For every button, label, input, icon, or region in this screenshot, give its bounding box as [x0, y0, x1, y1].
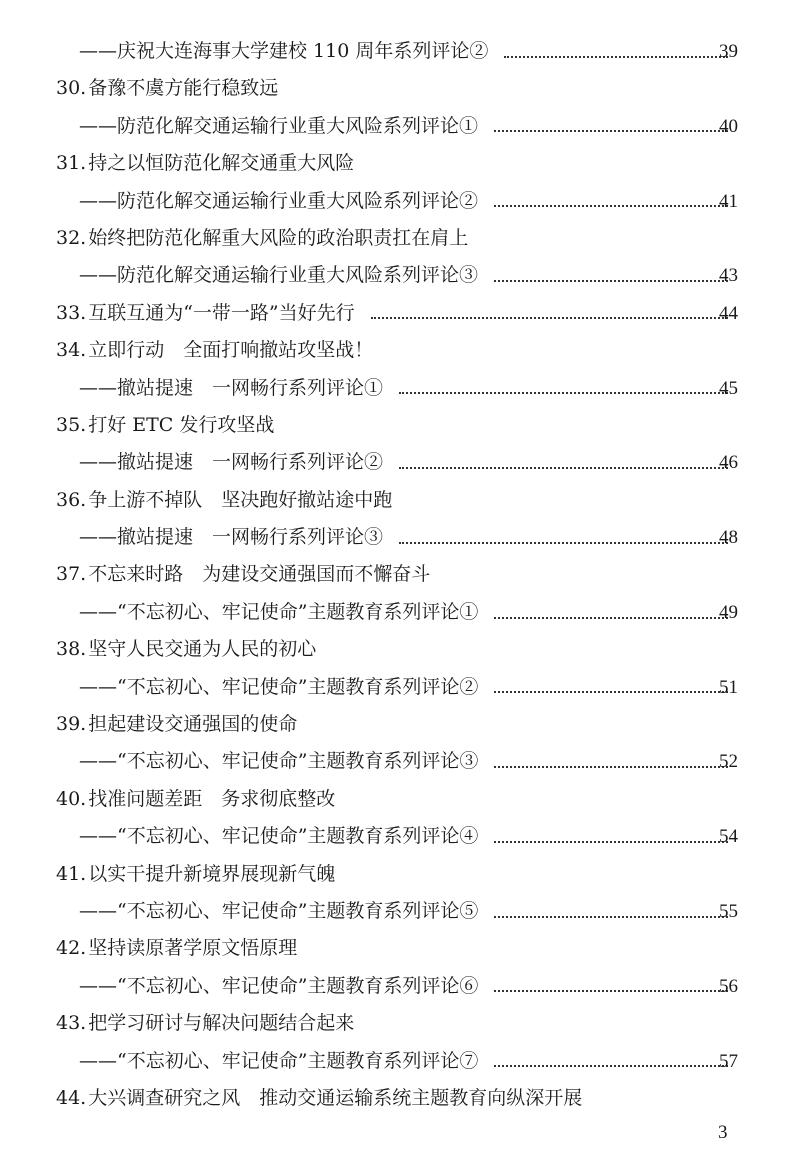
entry-number: 42. [56, 937, 87, 960]
entry-number: 43. [56, 1012, 87, 1035]
entry-number: 34. [56, 339, 87, 362]
entry-subtitle: ——撤站提速 一网畅行系列评论② [79, 451, 384, 474]
entry-number: 39. [56, 713, 87, 736]
entry-title: 打好 ETC 发行攻坚战 [88, 413, 275, 436]
page-number: 43 [719, 265, 738, 287]
entry-title: 坚守人民交通为人民的初心 [88, 638, 317, 661]
page-number: 41 [719, 190, 738, 212]
entry-subtitle: ——防范化解交通运输行业重大风险系列评论② [79, 189, 479, 212]
entry-number: 41. [56, 862, 87, 885]
leader-dots [399, 389, 728, 394]
entry-number: 30. [56, 77, 87, 100]
entry-number: 36. [56, 488, 87, 511]
leader-dots [494, 202, 728, 207]
leader-dots [494, 838, 728, 843]
entry-title: 担起建设交通强国的使命 [88, 713, 298, 736]
entry-subtitle: ——“不忘初心、牢记使命”主题教育系列评论④ [79, 825, 479, 848]
table-of-contents [0, 33, 790, 1117]
entry-subtitle: ——“不忘初心、牢记使命”主题教育系列评论⑦ [79, 1049, 479, 1072]
leader-dots [494, 614, 728, 619]
toc-entry [0, 1043, 790, 1080]
page-number: 48 [719, 527, 738, 549]
toc-entry [0, 818, 790, 855]
leader-dots [494, 127, 728, 132]
toc-entry [0, 968, 790, 1005]
toc-entry [0, 332, 790, 369]
toc-entry [0, 631, 790, 668]
entry-title: 把学习研讨与解决问题结合起来 [88, 1012, 355, 1035]
toc-entry [0, 669, 790, 706]
leader-dots [504, 53, 728, 58]
entry-subtitle: ——防范化解交通运输行业重大风险系列评论① [79, 114, 479, 137]
folio-page-number: 3 [718, 1122, 728, 1143]
entry-number: 37. [56, 563, 87, 586]
entry-number: 33. [56, 301, 87, 324]
entry-title: 大兴调查研究之风 推动交通运输系统主题教育向纵深开展 [88, 1086, 583, 1109]
entry-number: 40. [56, 787, 87, 810]
toc-entry [0, 930, 790, 967]
page-number: 57 [719, 1050, 738, 1072]
toc-entry [0, 556, 790, 593]
entry-number: 38. [56, 638, 87, 661]
toc-entry [0, 781, 790, 818]
entry-subtitle: ——“不忘初心、牢记使命”主题教育系列评论⑥ [79, 974, 479, 997]
entry-number: 31. [56, 152, 87, 175]
leader-dots [494, 987, 728, 992]
toc-entry [0, 519, 790, 556]
entry-subtitle: ——“不忘初心、牢记使命”主题教育系列评论⑤ [79, 899, 479, 922]
leader-dots [494, 1062, 728, 1067]
entry-number: 35. [56, 413, 87, 436]
toc-entry [0, 1080, 790, 1117]
toc-entry [0, 706, 790, 743]
toc-entry [0, 594, 790, 631]
entry-title: 以实干提升新境界展现新气魄 [88, 862, 336, 885]
toc-entry [0, 70, 790, 107]
entry-title: 始终把防范化解重大风险的政治职责扛在肩上 [88, 226, 469, 249]
toc-entry [0, 407, 790, 444]
entry-subtitle: ——庆祝大连海事大学建校 110 周年系列评论② [79, 40, 489, 62]
entry-subtitle: ——撤站提速 一网畅行系列评论③ [79, 526, 384, 549]
toc-entry [0, 183, 790, 220]
page-number: 56 [719, 975, 738, 997]
toc-entry [0, 145, 790, 182]
toc-entry [0, 743, 790, 780]
entry-title: 互联互通为“一带一路”当好先行 [88, 301, 355, 324]
page-number: 44 [719, 302, 738, 324]
entry-subtitle: ——“不忘初心、牢记使命”主题教育系列评论① [79, 600, 479, 623]
page-number: 51 [719, 676, 738, 698]
leader-dots [494, 913, 728, 918]
toc-entry [0, 257, 790, 294]
page-number: 54 [719, 826, 738, 848]
entry-number: 44. [56, 1086, 87, 1109]
page-number: 40 [719, 115, 738, 137]
leader-dots [371, 314, 728, 319]
leader-dots [399, 539, 728, 544]
entry-title: 争上游不掉队 坚决跑好撤站途中跑 [88, 488, 393, 511]
entry-title: 立即行动 全面打响撤站攻坚战！ [88, 339, 374, 362]
entry-title: 持之以恒防范化解交通重大风险 [88, 152, 355, 175]
page-number: 46 [719, 452, 738, 474]
entry-title: 找准问题差距 务求彻底整改 [88, 787, 336, 810]
toc-entry [0, 482, 790, 519]
toc-entry [0, 370, 790, 407]
entry-title: 坚持读原著学原文悟原理 [88, 937, 298, 960]
toc-entry [0, 1005, 790, 1042]
entry-number: 32. [56, 226, 87, 249]
entry-title: 不忘来时路 为建设交通强国而不懈奋斗 [88, 563, 431, 586]
toc-entry [0, 856, 790, 893]
entry-subtitle: ——“不忘初心、牢记使命”主题教育系列评论③ [79, 750, 479, 773]
toc-entry [0, 893, 790, 930]
leader-dots [399, 464, 728, 469]
entry-subtitle: ——“不忘初心、牢记使命”主题教育系列评论② [79, 675, 479, 698]
leader-dots [494, 763, 728, 768]
page-number: 45 [719, 377, 738, 399]
leader-dots [494, 277, 728, 282]
entry-subtitle: ——防范化解交通运输行业重大风险系列评论③ [79, 264, 479, 287]
toc-entry [0, 295, 790, 332]
entry-title: 备豫不虞方能行稳致远 [88, 77, 279, 100]
toc-entry [0, 220, 790, 257]
toc-entry [0, 108, 790, 145]
page-number: 52 [719, 751, 738, 773]
page-number: 49 [719, 601, 738, 623]
page-number: 55 [719, 900, 738, 922]
entry-subtitle: ——撤站提速 一网畅行系列评论① [79, 376, 384, 399]
page-number: 39 [719, 41, 738, 62]
toc-entry [0, 444, 790, 481]
toc-entry [0, 33, 790, 70]
leader-dots [494, 688, 728, 693]
